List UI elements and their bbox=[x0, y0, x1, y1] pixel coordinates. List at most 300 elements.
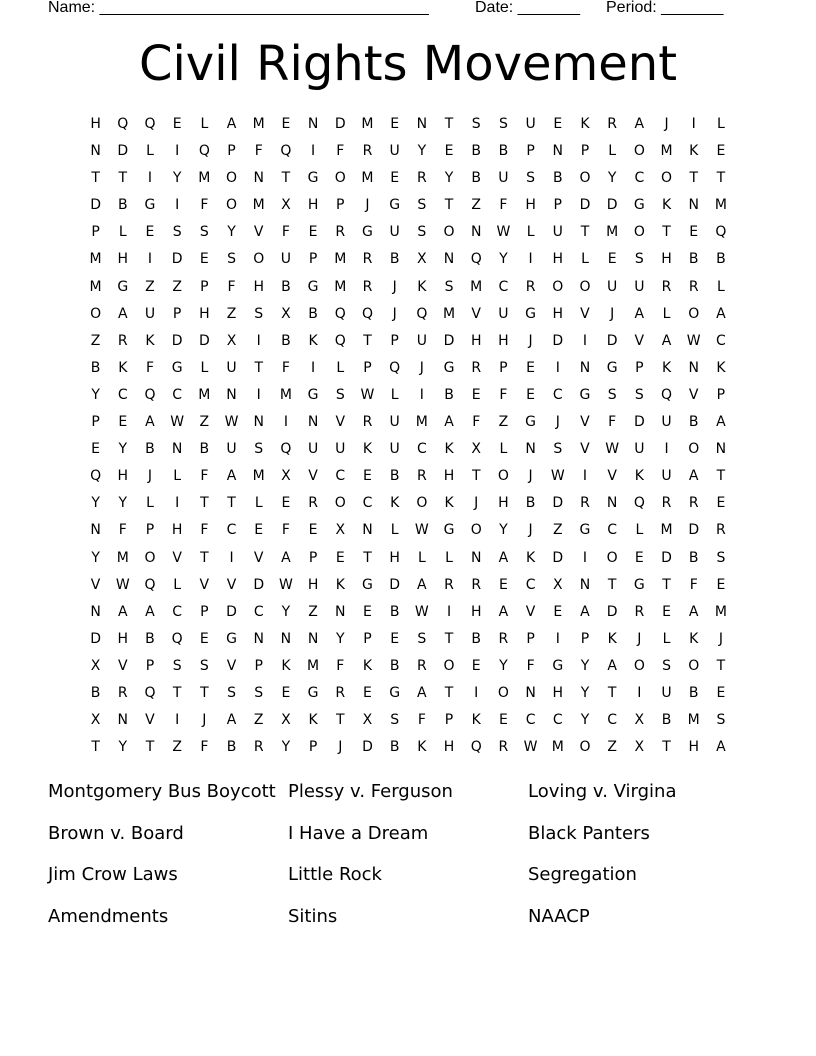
grid-letter[interactable]: Q bbox=[144, 116, 156, 132]
grid-letter[interactable]: V bbox=[471, 305, 481, 322]
grid-letter[interactable]: K bbox=[362, 657, 373, 674]
grid-letter[interactable]: M bbox=[252, 197, 265, 214]
grid-letter[interactable]: U bbox=[661, 684, 672, 701]
grid-letter[interactable]: O bbox=[416, 495, 428, 512]
grid-letter[interactable]: E bbox=[145, 224, 155, 241]
grid-letter[interactable]: K bbox=[471, 712, 481, 729]
grid-letter[interactable]: E bbox=[172, 116, 182, 132]
grid-letter[interactable]: B bbox=[281, 278, 291, 295]
grid-letter[interactable]: V bbox=[226, 576, 237, 593]
grid-letter[interactable]: L bbox=[717, 278, 725, 295]
grid-letter[interactable]: U bbox=[552, 224, 563, 241]
grid-letter[interactable]: T bbox=[145, 739, 155, 756]
grid-letter[interactable]: P bbox=[227, 143, 236, 160]
grid-letter[interactable]: Y bbox=[499, 657, 508, 674]
grid-letter[interactable]: R bbox=[253, 739, 264, 756]
grid-letter[interactable]: V bbox=[580, 305, 590, 322]
grid-letter[interactable]: O bbox=[633, 657, 645, 674]
grid-letter[interactable]: S bbox=[634, 251, 644, 268]
grid-letter[interactable]: J bbox=[718, 630, 723, 647]
grid-letter[interactable]: W bbox=[360, 386, 375, 403]
grid-letter[interactable]: M bbox=[307, 657, 320, 674]
grid-letter[interactable]: V bbox=[308, 468, 318, 485]
grid-letter[interactable]: L bbox=[581, 251, 589, 268]
grid-letter[interactable]: J bbox=[147, 468, 153, 485]
grid-letter[interactable]: U bbox=[634, 441, 645, 458]
grid-letter[interactable]: B bbox=[444, 386, 454, 403]
grid-letter[interactable]: U bbox=[226, 441, 237, 458]
grid-letter[interactable]: W bbox=[414, 603, 429, 620]
grid-letter[interactable]: Z bbox=[199, 414, 210, 431]
grid-letter[interactable]: Z bbox=[90, 332, 101, 349]
grid-letter[interactable]: A bbox=[226, 712, 237, 729]
grid-letter[interactable]: N bbox=[715, 441, 727, 458]
grid-letter[interactable]: B bbox=[525, 495, 536, 512]
grid-letter[interactable]: Y bbox=[499, 251, 508, 268]
grid-letter[interactable]: R bbox=[416, 170, 427, 187]
grid-letter[interactable]: E bbox=[390, 630, 400, 647]
grid-letter[interactable]: L bbox=[526, 224, 535, 241]
grid-letter[interactable]: K bbox=[661, 359, 672, 376]
grid-letter[interactable]: C bbox=[335, 468, 346, 485]
grid-letter[interactable]: S bbox=[607, 386, 617, 403]
grid-letter[interactable]: O bbox=[688, 657, 700, 674]
grid-letter[interactable]: O bbox=[579, 170, 591, 187]
grid-letter[interactable]: T bbox=[254, 359, 263, 376]
grid-letter[interactable]: R bbox=[362, 278, 373, 295]
grid-letter[interactable]: D bbox=[552, 549, 564, 566]
grid-letter[interactable]: M bbox=[660, 143, 673, 160]
grid-letter[interactable]: A bbox=[145, 414, 155, 431]
grid-letter[interactable]: N bbox=[606, 495, 618, 512]
grid-letter[interactable]: K bbox=[580, 116, 590, 132]
grid-letter[interactable]: O bbox=[443, 224, 455, 241]
grid-letter[interactable]: U bbox=[634, 278, 645, 295]
grid-letter[interactable]: F bbox=[281, 522, 290, 539]
grid-letter[interactable]: Q bbox=[416, 305, 428, 322]
grid-letter[interactable]: E bbox=[526, 386, 536, 403]
grid-letter[interactable]: T bbox=[363, 332, 372, 349]
grid-letter[interactable]: N bbox=[253, 170, 264, 187]
grid-letter[interactable]: D bbox=[552, 332, 564, 349]
grid-letter[interactable]: A bbox=[716, 739, 726, 756]
grid-letter[interactable]: L bbox=[146, 495, 154, 512]
grid-letter[interactable]: S bbox=[199, 224, 209, 241]
grid-letter[interactable]: L bbox=[390, 386, 399, 403]
grid-letter[interactable]: T bbox=[444, 630, 454, 647]
grid-letter[interactable]: I bbox=[147, 170, 153, 187]
grid-letter[interactable]: T bbox=[200, 549, 209, 566]
grid-letter[interactable]: R bbox=[416, 657, 427, 674]
grid-letter[interactable]: U bbox=[525, 116, 536, 132]
grid-letter[interactable]: F bbox=[526, 657, 535, 674]
grid-letter[interactable]: N bbox=[470, 549, 482, 566]
grid-letter[interactable]: Y bbox=[91, 549, 100, 566]
grid-letter[interactable]: P bbox=[580, 143, 590, 160]
grid-letter[interactable]: I bbox=[691, 116, 696, 132]
grid-letter[interactable]: M bbox=[470, 278, 483, 295]
grid-letter[interactable]: G bbox=[579, 522, 591, 539]
grid-letter[interactable]: L bbox=[146, 143, 154, 160]
grid-letter[interactable]: R bbox=[498, 630, 509, 647]
grid-letter[interactable]: J bbox=[338, 739, 343, 756]
grid-letter[interactable]: X bbox=[362, 712, 373, 729]
grid-letter[interactable]: K bbox=[689, 630, 699, 647]
grid-letter[interactable]: A bbox=[607, 657, 617, 674]
grid-letter[interactable]: H bbox=[470, 332, 482, 349]
grid-letter[interactable]: N bbox=[579, 359, 591, 376]
grid-letter[interactable]: M bbox=[252, 468, 265, 485]
grid-letter[interactable]: D bbox=[606, 197, 618, 214]
grid-letter[interactable]: U bbox=[498, 305, 509, 322]
grid-letter[interactable]: P bbox=[553, 197, 562, 214]
grid-letter[interactable]: B bbox=[471, 630, 482, 647]
grid-letter[interactable]: O bbox=[90, 305, 102, 322]
grid-letter[interactable]: K bbox=[417, 739, 427, 756]
grid-letter[interactable]: N bbox=[90, 143, 101, 160]
grid-letter[interactable]: K bbox=[661, 197, 672, 214]
grid-letter[interactable]: L bbox=[662, 305, 671, 322]
grid-letter[interactable]: V bbox=[90, 576, 101, 593]
grid-letter[interactable]: K bbox=[335, 576, 345, 593]
grid-letter[interactable]: K bbox=[390, 495, 400, 512]
grid-letter[interactable]: A bbox=[634, 305, 645, 322]
grid-letter[interactable]: R bbox=[471, 359, 482, 376]
grid-letter[interactable]: H bbox=[552, 684, 564, 701]
grid-letter[interactable]: P bbox=[363, 359, 372, 376]
grid-letter[interactable]: O bbox=[661, 170, 673, 187]
grid-letter[interactable]: T bbox=[444, 197, 454, 214]
grid-letter[interactable]: A bbox=[498, 549, 509, 566]
grid-letter[interactable]: M bbox=[687, 712, 700, 729]
grid-letter[interactable]: S bbox=[444, 278, 454, 295]
grid-letter[interactable]: B bbox=[145, 630, 155, 647]
grid-letter[interactable]: E bbox=[716, 495, 726, 512]
grid-letter[interactable]: A bbox=[444, 414, 454, 431]
grid-letter[interactable]: I bbox=[582, 468, 588, 485]
grid-letter[interactable]: A bbox=[716, 414, 726, 431]
grid-letter[interactable]: I bbox=[555, 630, 560, 647]
grid-letter[interactable]: Y bbox=[281, 603, 291, 620]
grid-letter[interactable]: I bbox=[175, 197, 180, 214]
grid-letter[interactable]: L bbox=[336, 359, 345, 376]
grid-letter[interactable]: O bbox=[497, 684, 509, 701]
grid-letter[interactable]: I bbox=[311, 359, 316, 376]
grid-letter[interactable]: P bbox=[308, 549, 318, 566]
grid-letter[interactable]: S bbox=[227, 684, 236, 701]
grid-letter[interactable]: D bbox=[443, 332, 455, 349]
grid-letter[interactable]: Q bbox=[334, 305, 346, 322]
grid-letter[interactable]: J bbox=[392, 305, 397, 322]
grid-letter[interactable]: E bbox=[254, 522, 264, 539]
grid-letter[interactable]: Z bbox=[172, 278, 182, 295]
grid-letter[interactable]: A bbox=[417, 576, 427, 593]
grid-letter[interactable]: T bbox=[91, 170, 100, 187]
grid-letter[interactable]: Z bbox=[471, 197, 482, 214]
grid-letter[interactable]: Y bbox=[444, 170, 454, 187]
grid-letter[interactable]: T bbox=[716, 170, 726, 187]
grid-letter[interactable]: G bbox=[633, 197, 645, 214]
grid-letter[interactable]: U bbox=[389, 441, 400, 458]
grid-letter[interactable]: J bbox=[474, 495, 479, 512]
grid-letter[interactable]: T bbox=[444, 116, 454, 132]
grid-letter[interactable]: X bbox=[226, 332, 237, 349]
grid-letter[interactable]: N bbox=[362, 522, 373, 539]
grid-letter[interactable]: R bbox=[634, 603, 645, 620]
grid-letter[interactable]: W bbox=[278, 576, 293, 593]
grid-letter[interactable]: N bbox=[253, 414, 264, 431]
grid-letter[interactable]: T bbox=[444, 684, 454, 701]
grid-letter[interactable]: W bbox=[523, 739, 538, 756]
grid-letter[interactable]: E bbox=[553, 116, 563, 132]
grid-letter[interactable]: V bbox=[226, 657, 237, 674]
grid-letter[interactable]: T bbox=[662, 224, 671, 241]
grid-letter[interactable]: I bbox=[283, 414, 288, 431]
grid-letter[interactable]: E bbox=[335, 549, 345, 566]
grid-letter[interactable]: X bbox=[417, 251, 427, 268]
grid-letter[interactable]: E bbox=[471, 657, 481, 674]
grid-letter[interactable]: A bbox=[661, 332, 672, 349]
grid-letter[interactable]: U bbox=[416, 332, 427, 349]
grid-letter[interactable]: J bbox=[610, 305, 615, 322]
grid-letter[interactable]: T bbox=[363, 549, 372, 566]
grid-letter[interactable]: B bbox=[471, 143, 482, 160]
grid-letter[interactable]: Q bbox=[198, 143, 210, 160]
grid-letter[interactable]: H bbox=[171, 522, 183, 539]
grid-letter[interactable]: G bbox=[226, 630, 237, 647]
grid-letter[interactable]: Z bbox=[145, 278, 155, 295]
grid-letter[interactable]: D bbox=[661, 549, 672, 566]
grid-letter[interactable]: V bbox=[335, 414, 346, 431]
grid-letter[interactable]: S bbox=[662, 657, 671, 674]
grid-letter[interactable]: K bbox=[689, 143, 699, 160]
grid-letter[interactable]: G bbox=[307, 386, 319, 403]
grid-letter[interactable]: O bbox=[497, 468, 509, 485]
grid-letter[interactable]: N bbox=[579, 576, 591, 593]
grid-letter[interactable]: U bbox=[280, 251, 292, 268]
grid-letter[interactable]: H bbox=[552, 305, 564, 322]
grid-letter[interactable]: T bbox=[689, 170, 698, 187]
grid-letter[interactable]: S bbox=[172, 657, 182, 674]
grid-letter[interactable]: P bbox=[91, 224, 100, 241]
grid-letter[interactable]: B bbox=[90, 684, 101, 701]
grid-letter[interactable]: E bbox=[363, 468, 372, 485]
grid-letter[interactable]: L bbox=[717, 116, 725, 132]
grid-letter[interactable]: R bbox=[117, 684, 128, 701]
grid-letter[interactable]: D bbox=[171, 251, 183, 268]
grid-letter[interactable]: Q bbox=[117, 116, 129, 132]
grid-letter[interactable]: I bbox=[582, 549, 588, 566]
grid-letter[interactable]: E bbox=[363, 603, 372, 620]
grid-letter[interactable]: Y bbox=[281, 739, 291, 756]
grid-letter[interactable]: L bbox=[499, 441, 508, 458]
grid-letter[interactable]: W bbox=[605, 441, 620, 458]
grid-letter[interactable]: F bbox=[118, 522, 127, 539]
grid-letter[interactable]: I bbox=[175, 495, 180, 512]
grid-letter[interactable]: M bbox=[606, 224, 619, 241]
grid-letter[interactable]: K bbox=[362, 441, 373, 458]
grid-letter[interactable]: N bbox=[443, 251, 455, 268]
grid-letter[interactable]: M bbox=[442, 305, 456, 322]
grid-letter[interactable]: B bbox=[552, 170, 563, 187]
grid-letter[interactable]: N bbox=[253, 630, 264, 647]
grid-letter[interactable]: K bbox=[308, 712, 318, 729]
grid-letter[interactable]: E bbox=[716, 143, 726, 160]
grid-letter[interactable]: O bbox=[226, 170, 238, 187]
grid-letter[interactable]: R bbox=[362, 414, 373, 431]
grid-letter[interactable]: Y bbox=[227, 224, 236, 241]
grid-letter[interactable]: C bbox=[117, 386, 128, 403]
grid-letter[interactable]: P bbox=[145, 522, 155, 539]
grid-letter[interactable]: Y bbox=[580, 684, 590, 701]
grid-letter[interactable]: D bbox=[389, 576, 401, 593]
grid-letter[interactable]: Q bbox=[470, 739, 482, 756]
grid-letter[interactable]: S bbox=[254, 305, 264, 322]
name-field[interactable]: Name: _____________________________________ bbox=[48, 0, 429, 16]
grid-letter[interactable]: P bbox=[308, 739, 318, 756]
grid-letter[interactable]: V bbox=[253, 549, 264, 566]
grid-letter[interactable]: T bbox=[607, 684, 617, 701]
grid-letter[interactable]: F bbox=[200, 197, 209, 214]
grid-letter[interactable]: R bbox=[716, 522, 726, 539]
grid-letter[interactable]: C bbox=[362, 495, 373, 512]
grid-letter[interactable]: B bbox=[688, 684, 699, 701]
date-field[interactable]: Date: _______ bbox=[475, 0, 580, 16]
grid-letter[interactable]: G bbox=[579, 386, 591, 403]
grid-letter[interactable]: Z bbox=[552, 522, 563, 539]
grid-letter[interactable]: P bbox=[172, 305, 182, 322]
grid-letter[interactable]: O bbox=[226, 197, 238, 214]
grid-letter[interactable]: F bbox=[200, 739, 209, 756]
grid-letter[interactable]: S bbox=[498, 116, 508, 132]
grid-letter[interactable]: V bbox=[117, 657, 128, 674]
grid-letter[interactable]: J bbox=[528, 332, 533, 349]
grid-letter[interactable]: E bbox=[662, 603, 671, 620]
grid-letter[interactable]: F bbox=[472, 414, 481, 431]
grid-letter[interactable]: G bbox=[443, 522, 455, 539]
grid-letter[interactable]: S bbox=[335, 386, 345, 403]
grid-letter[interactable]: A bbox=[688, 468, 699, 485]
grid-letter[interactable]: B bbox=[145, 441, 155, 458]
grid-letter[interactable]: P bbox=[91, 414, 100, 431]
grid-letter[interactable]: S bbox=[417, 630, 427, 647]
grid-letter[interactable]: R bbox=[416, 468, 427, 485]
grid-letter[interactable]: O bbox=[470, 522, 482, 539]
grid-letter[interactable]: R bbox=[688, 278, 699, 295]
grid-letter[interactable]: B bbox=[688, 414, 699, 431]
grid-letter[interactable]: T bbox=[662, 576, 671, 593]
grid-letter[interactable]: A bbox=[580, 603, 590, 620]
grid-letter[interactable]: V bbox=[199, 576, 210, 593]
grid-letter[interactable]: S bbox=[634, 386, 644, 403]
grid-letter[interactable]: Q bbox=[280, 143, 292, 160]
grid-letter[interactable]: C bbox=[226, 522, 237, 539]
grid-letter[interactable]: N bbox=[117, 712, 129, 729]
grid-letter[interactable]: T bbox=[336, 712, 345, 729]
grid-letter[interactable]: Q bbox=[470, 251, 482, 268]
grid-letter[interactable]: S bbox=[471, 116, 481, 132]
grid-letter[interactable]: K bbox=[417, 278, 427, 295]
grid-letter[interactable]: T bbox=[716, 657, 726, 674]
grid-letter[interactable]: I bbox=[664, 441, 669, 458]
grid-letter[interactable]: U bbox=[661, 414, 672, 431]
grid-letter[interactable]: B bbox=[226, 739, 237, 756]
grid-letter[interactable]: G bbox=[171, 359, 183, 376]
grid-letter[interactable]: T bbox=[662, 739, 671, 756]
grid-letter[interactable]: G bbox=[307, 278, 319, 295]
grid-letter[interactable]: G bbox=[525, 414, 537, 431]
grid-letter[interactable]: Y bbox=[580, 712, 590, 729]
grid-letter[interactable]: U bbox=[389, 414, 400, 431]
grid-letter[interactable]: F bbox=[499, 386, 508, 403]
grid-letter[interactable]: C bbox=[607, 522, 618, 539]
grid-letter[interactable]: T bbox=[227, 495, 236, 512]
grid-letter[interactable]: N bbox=[171, 441, 183, 458]
grid-letter[interactable]: S bbox=[390, 712, 400, 729]
grid-letter[interactable]: Y bbox=[91, 495, 100, 512]
grid-letter[interactable]: C bbox=[416, 441, 427, 458]
grid-letter[interactable]: J bbox=[419, 359, 424, 376]
grid-letter[interactable]: R bbox=[444, 576, 454, 593]
grid-letter[interactable]: D bbox=[606, 332, 618, 349]
grid-letter[interactable]: P bbox=[526, 630, 535, 647]
grid-letter[interactable]: A bbox=[417, 684, 427, 701]
grid-letter[interactable]: Y bbox=[172, 170, 182, 187]
grid-letter[interactable]: P bbox=[200, 603, 209, 620]
grid-letter[interactable]: C bbox=[172, 386, 183, 403]
grid-letter[interactable]: N bbox=[307, 116, 319, 132]
grid-letter[interactable]: A bbox=[498, 603, 509, 620]
grid-letter[interactable]: M bbox=[551, 739, 564, 756]
grid-letter[interactable]: M bbox=[714, 197, 727, 214]
grid-letter[interactable]: Y bbox=[91, 386, 100, 403]
grid-letter[interactable]: I bbox=[419, 386, 424, 403]
grid-letter[interactable]: E bbox=[390, 170, 400, 187]
grid-letter[interactable]: Z bbox=[226, 305, 237, 322]
grid-letter[interactable]: X bbox=[281, 712, 291, 729]
grid-letter[interactable]: P bbox=[145, 657, 155, 674]
grid-letter[interactable]: Z bbox=[172, 739, 182, 756]
grid-letter[interactable]: T bbox=[118, 170, 128, 187]
grid-letter[interactable]: N bbox=[90, 522, 101, 539]
grid-letter[interactable]: R bbox=[688, 495, 699, 512]
grid-letter[interactable]: G bbox=[633, 576, 645, 593]
grid-letter[interactable]: V bbox=[172, 549, 182, 566]
grid-letter[interactable]: H bbox=[470, 603, 482, 620]
grid-letter[interactable]: T bbox=[200, 684, 209, 701]
grid-letter[interactable]: D bbox=[334, 116, 346, 132]
grid-letter[interactable]: T bbox=[91, 739, 100, 756]
grid-letter[interactable]: E bbox=[716, 576, 726, 593]
grid-letter[interactable]: Z bbox=[308, 603, 318, 620]
grid-letter[interactable]: I bbox=[175, 143, 180, 160]
grid-letter[interactable]: R bbox=[335, 224, 346, 241]
grid-letter[interactable]: D bbox=[90, 630, 101, 647]
grid-letter[interactable]: S bbox=[553, 441, 563, 458]
grid-letter[interactable]: K bbox=[607, 630, 617, 647]
grid-letter[interactable]: K bbox=[526, 549, 536, 566]
grid-letter[interactable]: E bbox=[199, 630, 209, 647]
grid-letter[interactable]: B bbox=[498, 143, 509, 160]
grid-letter[interactable]: H bbox=[90, 116, 101, 132]
grid-letter[interactable]: P bbox=[254, 657, 263, 674]
grid-letter[interactable]: W bbox=[496, 224, 511, 241]
grid-letter[interactable]: F bbox=[336, 143, 345, 160]
grid-letter[interactable]: U bbox=[498, 170, 509, 187]
grid-letter[interactable]: Y bbox=[118, 739, 128, 756]
grid-letter[interactable]: C bbox=[253, 603, 264, 620]
grid-letter[interactable]: E bbox=[689, 224, 699, 241]
